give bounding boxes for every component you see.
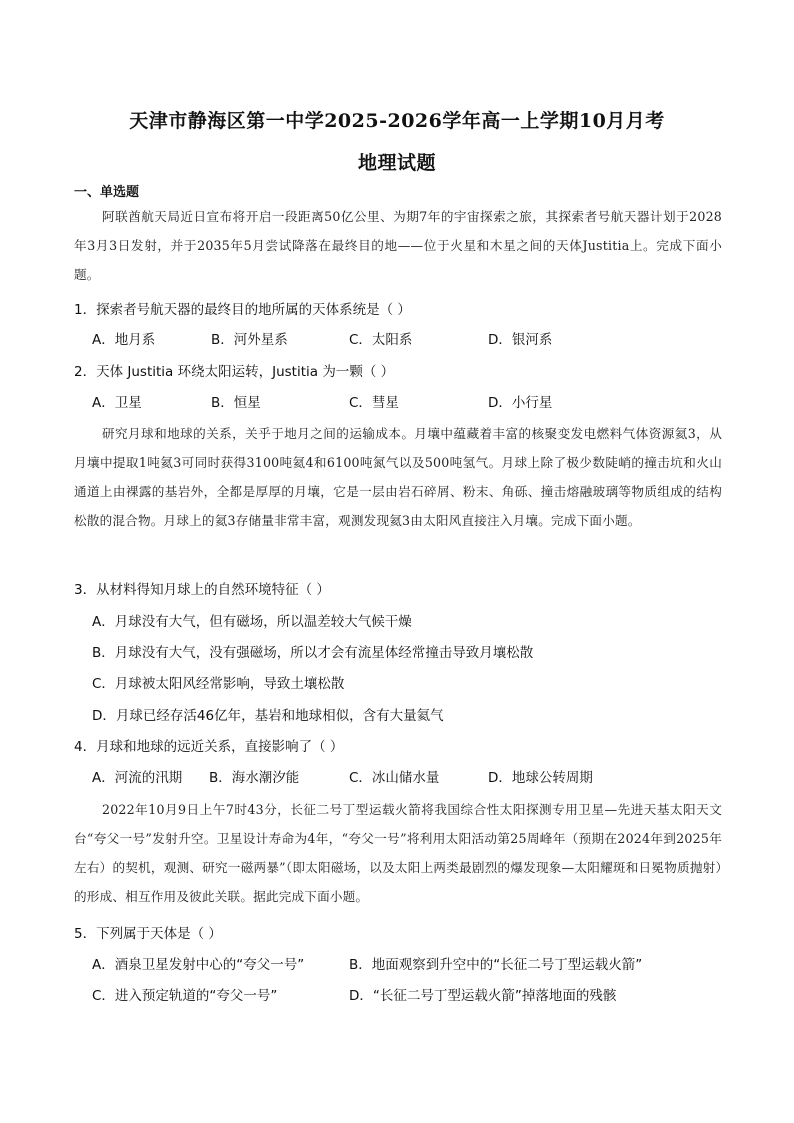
question-2-option-c[interactable]: C．彗星 <box>349 395 399 411</box>
question-5-option-a[interactable]: A．酒泉卫星发射中心的“夸父一号” <box>92 957 305 973</box>
question-2-option-d[interactable]: D．小行星 <box>488 395 553 411</box>
question-1-stem: 1．探索者号航天器的最终目的地所属的天体系统是（ ） <box>74 302 411 318</box>
question-1-option-b[interactable]: B．河外星系 <box>211 332 288 348</box>
question-4-option-b[interactable]: B．海水潮汐能 <box>209 770 300 786</box>
passage-3: 2022年10月9日上午7时43分，长征二号丁型运载火箭将我国综合性太阳探测专用卫星—先进天基太阳天文台“夸父一号”发射升空。卫星设计寿命为4年，“夸父一号”将利用太阳活动第25周峰年（预期在2024年到2025年左右）的契机，观测、研究一磁两暴”（即太阳磁场，以及太阳上两类最剧烈的爆发现象—太阳耀斑和日冕物质抛射）的形成、相互作用及彼此关联。据此完成下面小题。 <box>74 802 722 904</box>
question-5-stem: 5．下列属于天体是（ ） <box>74 926 222 942</box>
exam-subtitle: 地理试题 <box>357 152 436 174</box>
question-3-option-a[interactable]: A．月球没有大气，但有磁场，所以温差较大气候干燥 <box>92 614 412 630</box>
section-heading: 一、单选题 <box>74 185 140 200</box>
question-5-option-d[interactable]: D．“长征二号丁型运载火箭”掉落地面的残骸 <box>349 988 617 1004</box>
question-4-option-d[interactable]: D．地球公转周期 <box>488 770 593 786</box>
question-3-option-b[interactable]: B．月球没有大气，没有强磁场，所以才会有流星体经常撞击导致月壤松散 <box>92 645 534 661</box>
question-3-stem: 3．从材料得知月球上的自然环境特征（ ） <box>74 582 330 598</box>
question-5-option-c[interactable]: C．进入预定轨道的“夸父一号” <box>92 988 278 1004</box>
question-2-stem: 2．天体 Justitia 环绕太阳运转，Justitia 为一颗（ ） <box>74 364 395 380</box>
question-3-option-c[interactable]: C．月球被太阳风经常影响，导致土壤松散 <box>92 676 345 692</box>
question-1-option-c[interactable]: C．太阳系 <box>349 332 413 348</box>
question-2-option-b[interactable]: B．恒星 <box>211 395 261 411</box>
question-2-option-a[interactable]: A．卫星 <box>92 395 142 411</box>
question-4-option-a[interactable]: A．河流的汛期 <box>92 770 183 786</box>
passage-2: 研究月球和地球的关系，关乎于地月之间的运输成本。月壤中蕴藏着丰富的核聚变发电燃料气体资源氦3，从月壤中提取1吨氦3可同时获得3100吨氦4和6100吨氮气以及500吨氢气。月球上除了极少数陡峭的撞击坑和火山通道上由裸露的基岩外，全都是厚厚的月壤，它是一层由岩石碎屑、粉末、角砾、撞击熔融玻璃等物质组成的结构松散的混合物。月球上的氦3存储量非常丰富，观测发现氦3由太阳风直接注入月壤。完成下面小题。 <box>74 426 722 528</box>
question-4-option-c[interactable]: C．冰山储水量 <box>349 770 440 786</box>
question-3-option-d[interactable]: D．月球已经存活46亿年，基岩和地球相似，含有大量氦气 <box>92 708 444 724</box>
question-4-stem: 4．月球和地球的远近关系，直接影响了（ ） <box>74 739 344 755</box>
question-1-option-a[interactable]: A．地月系 <box>92 332 156 348</box>
question-1-option-d[interactable]: D．银河系 <box>488 332 553 348</box>
exam-title: 天津市静海区第一中学2025-2026学年高一上学期10月月考 <box>129 110 665 132</box>
question-5-option-b[interactable]: B．地面观察到升空中的“长征二号丁型运载火箭” <box>349 957 643 973</box>
passage-1: 阿联酋航天局近日宣布将开启一段距离50亿公里、为期7年的宇宙探索之旅，其探索者号航天器计划于2028年3月3日发射，并于2035年5月尝试降落在最终目的地——位于火星和木星之间的天体Justitia上。完成下面小题。 <box>74 209 722 282</box>
